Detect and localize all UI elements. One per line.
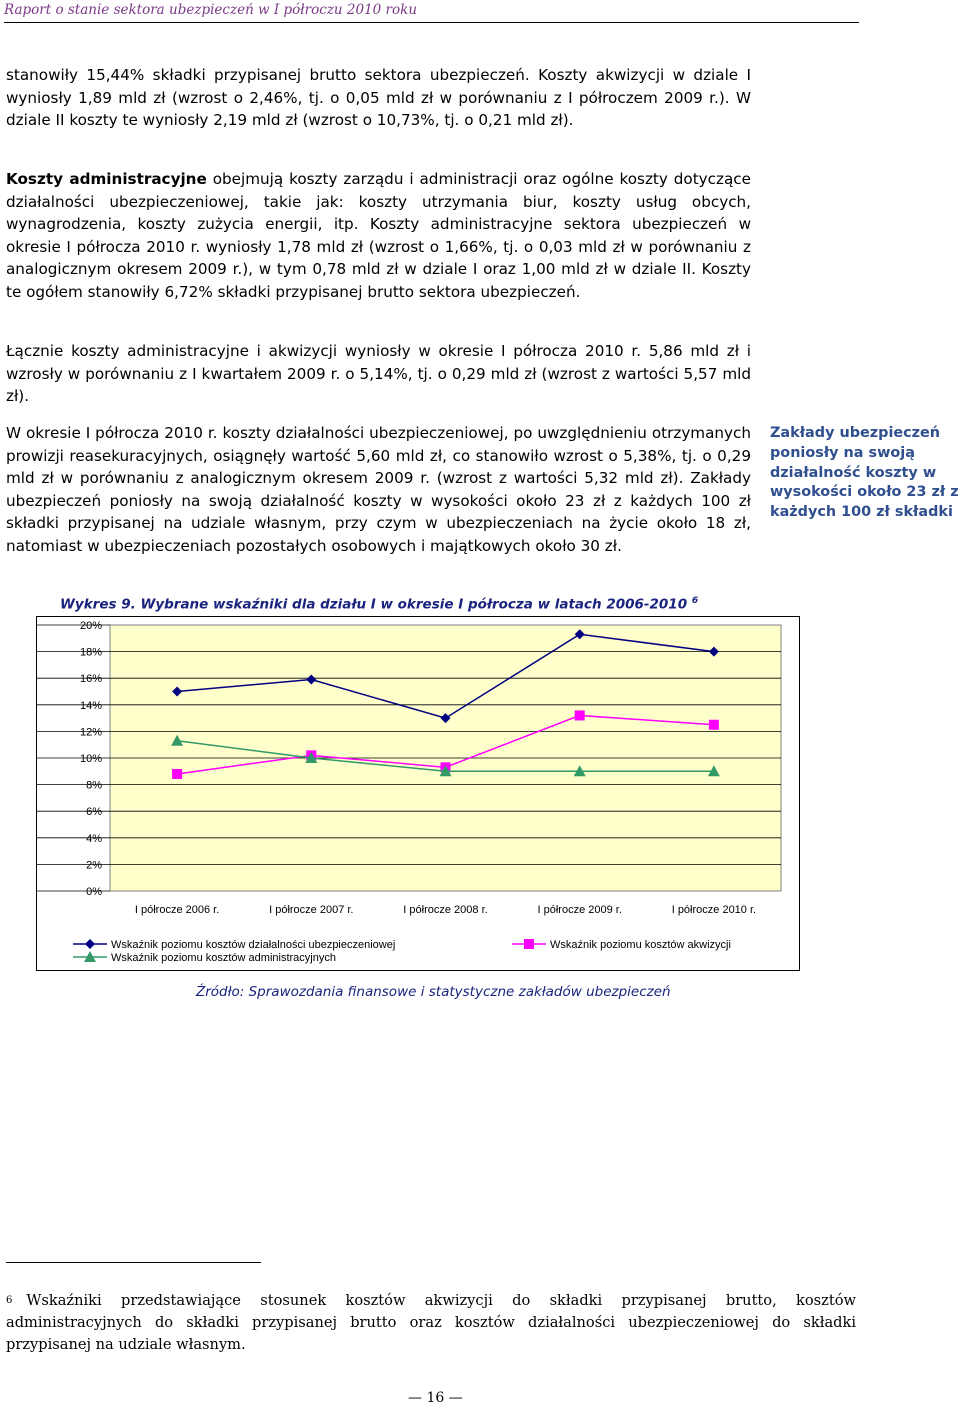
data-point	[524, 939, 534, 949]
footnote	[6, 1290, 856, 1356]
footnote-text: Wskaźniki przedstawiające stosunek kosztów akwizycji do składki przypisanej brutto, kosztów administracyjnych do składki przypisanej brutto oraz kosztów działalności ubezpieczeniowej do składki przypisanej na udziale własnym.	[6, 1292, 856, 1353]
x-tick-label: I półrocze 2008 r.	[403, 904, 488, 916]
y-tick-label: 16%	[79, 673, 102, 686]
footnote-mark: 6	[6, 1295, 13, 1306]
y-tick-label: 0%	[86, 886, 102, 898]
paragraph-acquisition-costs: stanowiły 15,44% składki przypisanej brutto sektora ubezpieczeń. Koszty akwizycji w dziale I wyniosły 1,89 mld zł (wzrost o 2,46%, tj. o 0,05 mld zł w porównaniu z I półroczem 2009 r.). W dziale II koszty te wyniosły 2,19 mld zł (wzrost o 10,73%, tj. o 0,21 mld zł).	[6, 66, 751, 130]
x-tick-label: I półrocze 2006 r.	[134, 904, 220, 916]
legend-label: Wskaźnik poziomu kosztów akwizycji	[550, 939, 731, 951]
data-point	[709, 720, 719, 730]
legend-label: Wskaźnik poziomu kosztów działalności ubezpieczeniowej	[111, 939, 396, 951]
data-point	[172, 769, 182, 779]
page-number: — 16 —	[408, 1390, 463, 1406]
paragraph-administrative-body: obejmują koszty zarządu i administracji oraz ogólne koszty dotyczące działalności ubezpieczeniowej, takie jak: koszty utrzymania biur, koszty usług obcych, wynagrodzenia, koszty zużycia energii, itp. Koszty administracyjne sektora ubezpieczeń w okresie I półrocza 2010 r. wyniosły 1,78 mld zł (wzrost o 1,66%, tj. o 0,03 mld zł w porównaniu z analogicznym okresem 2009 r.), w tym 0,78 mld zł w dziale I oraz 1,00 mld zł w dziale II. Koszty te ogółem stanowiły 6,72% składki przypisanej brutto sektora ubezpieczeń.	[6, 170, 751, 301]
chart-frame	[36, 616, 800, 971]
paragraph-lead-term: Koszty administracyjne	[6, 170, 207, 188]
y-tick-label: 6%	[86, 806, 102, 819]
y-tick-label: 4%	[86, 832, 102, 845]
data-point	[575, 710, 585, 720]
x-tick-label: I półrocze 2007 r.	[269, 904, 354, 916]
margin-note: Zakłady ubezpieczeń poniosły na swoją działalność koszty w wysokości około 23 zł z każdych 100 zł składki	[770, 425, 959, 521]
x-tick-label: I półrocze 2009 r.	[537, 904, 622, 916]
y-tick-label: 14%	[79, 699, 102, 712]
running-header	[4, 0, 859, 23]
chart-footnote-ref: 6	[691, 596, 699, 606]
header-title: Raport o stanie sektora ubezpieczeń w I półroczu 2010 roku	[4, 2, 418, 18]
data-point	[85, 939, 95, 949]
x-tick-label: I półrocze 2010 r.	[671, 904, 757, 916]
y-tick-label: 10%	[79, 753, 102, 765]
y-tick-label: 2%	[86, 859, 102, 872]
legend-label: Wskaźnik poziomu kosztów administracyjnych	[111, 952, 336, 964]
chart-title-text: Wykres 9. Wybrane wskaźniki dla działu I w okresie I półrocza w latach 2006-2010	[60, 596, 688, 613]
y-tick-label: 18%	[79, 646, 102, 659]
y-tick-label: 12%	[79, 726, 102, 739]
y-tick-label: 8%	[86, 779, 102, 792]
line-chart	[37, 617, 799, 970]
paragraph-operating-costs: W okresie I półrocza 2010 r. koszty działalności ubezpieczeniowej, po uwzględnieniu otrzymanych prowizji reasekuracyjnych, osiągnęły wartość 5,60 mld zł, co stanowiło wzrost o 5,38%, tj. o 0,29 mld zł w porównaniu z analogicznym okresem 2009 r. (wzrost z wartości 5,32 mld zł). Zakłady ubezpieczeń poniosły na swoją działalność koszty w wysokości około 23 zł z każdych 100 zł składki przypisanej na udziale własnym, przy czym w ubezpieczeniach na życie około 18 zł, natomiast w ubezpieczeniach pozostałych osobowych i majątkowych około 30 zł.	[6, 424, 751, 555]
chart-source: Źródło: Sprawozdania finansowe i statystyczne zakładów ubezpieczeń	[196, 984, 671, 1000]
chart-title	[60, 596, 698, 613]
footnote-divider	[6, 1262, 261, 1263]
y-tick-label: 20%	[79, 620, 102, 632]
paragraph-combined-costs: Łącznie koszty administracyjne i akwizycji wyniosły w okresie I półrocza 2010 r. 5,86 mld zł i wzrosły w porównaniu z I kwartałem 2009 r. o 5,14%, tj. o 0,29 mld zł (wzrost z wartości 5,57 mld zł).	[6, 342, 751, 406]
paragraph-administrative-costs	[6, 168, 751, 304]
